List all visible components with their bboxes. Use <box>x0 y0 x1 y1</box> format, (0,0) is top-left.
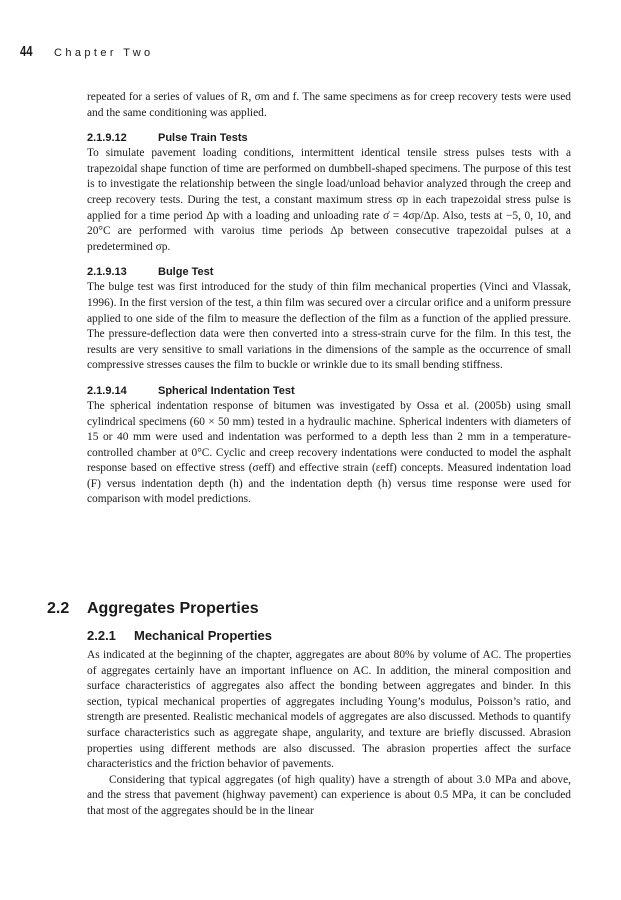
chapter-section-title: Aggregates Properties <box>87 600 259 617</box>
chapter-section-number: 2.2 <box>47 600 70 617</box>
section-heading <box>87 385 571 398</box>
section-paragraph: The spherical indentation response of bitumen was investigated by Ossa et al. (2005b) using small cylindrical specimens (60 × 50 mm) tested in a hydraulic machine. Spherical indenters with diameters of 15 or 40 mm were used and indentation was performed to a depth less than 2 mm in a temperature-controlled chamber at 0°C. Cyclic and creep recovery indentations were conducted to model the asphalt response based on effective stress (σeff) and effective strain (εeff) concepts. Measured indentation load (F) versus indentation depth (h) and the indentation depth (h) versus time response were used for comparison with model predictions. <box>87 399 571 506</box>
page-number: 44 <box>20 43 33 60</box>
section-heading <box>87 132 571 145</box>
section-heading <box>87 266 571 279</box>
chapter-title: Chapter Two <box>54 47 154 59</box>
section-number: 2.1.9.12 <box>87 132 127 145</box>
section-title: Bulge Test <box>158 266 214 279</box>
subsection-number: 2.2.1 <box>87 628 116 643</box>
body-paragraph: As indicated at the beginning of the chapter, aggregates are about 80% by volume of AC. The properties of aggregates certainly have an important influence on AC. In addition, the mineral composition and surface characteristics of aggregates also affect the bonding between aggregates and binder. In this section, typical mechanical properties of aggregates including Young’s modulus, Poisson’s ratio, and strength are presented. Realistic mechanical models of aggregates are also discussed. Methods to quantify surface characteristics such as aggregate shape, angularity, and texture are briefly discussed. Abrasion properties using different methods are also discussed. The abrasion properties affect the surface characteristics and the friction behavior of pavements. <box>87 649 571 771</box>
chapter-section-heading <box>47 600 259 618</box>
subsection-heading <box>87 628 571 644</box>
running-header <box>20 43 154 59</box>
section-title: Spherical Indentation Test <box>158 384 295 397</box>
section-paragraph: To simulate pavement loading conditions, intermittent identical tensile stress pulses tests with a trapezoidal shape function of time are performed on dumbbell-shaped specimens. The purpose of this test is to investigate the relationship between the single load/unload behavior analyzed through the creep and creep recovery tests. During the test, a constant maximum stress σp in each trapezoidal stress pulse is applied for a time period Δp with a loading and unloading rate σ̇ = 4σp/Δp. Also, tests at −5, 0, 10, and 20°C are performed with varoius time periods Δp between consecutive trapezoidal pulses at a predetermined σp. <box>87 147 571 253</box>
section-title: Pulse Train Tests <box>158 132 248 145</box>
intro-paragraph: repeated for a series of values of R, σm and f. The same specimens as for creep recovery tests were used and the same conditioning was applied. <box>87 91 571 119</box>
section-paragraph: The bulge test was first introduced for the study of thin film mechanical properties (Vinci and Vlassak, 1996). In the first version of the test, a thin film was secured over a circular orifice and a uniform pressure applied to one side of the film to measure the deflection of the film as a function of the applied pressure. The pressure-deflection data were then converted into a stress-strain curve for the film. In this test, the results are very sensitive to small variations in the dimensions of the sample as the occurrence of small compressive stresses causes the film to buckle or wrinkle due to its small bending stiffness. <box>87 281 571 372</box>
subsection-block <box>87 628 571 820</box>
main-content <box>87 90 571 508</box>
section-number: 2.1.9.13 <box>87 266 127 279</box>
body-paragraph: Considering that typical aggregates (of high quality) have a strength of about 3.0 MPa and above, and the stress that pavement (highway pavement) can experience is about 0.5 MPa, it can be concluded that most of the aggregates should be in the linear <box>87 773 571 817</box>
section-number: 2.1.9.14 <box>87 384 127 397</box>
subsection-title: Mechanical Properties <box>134 628 272 643</box>
